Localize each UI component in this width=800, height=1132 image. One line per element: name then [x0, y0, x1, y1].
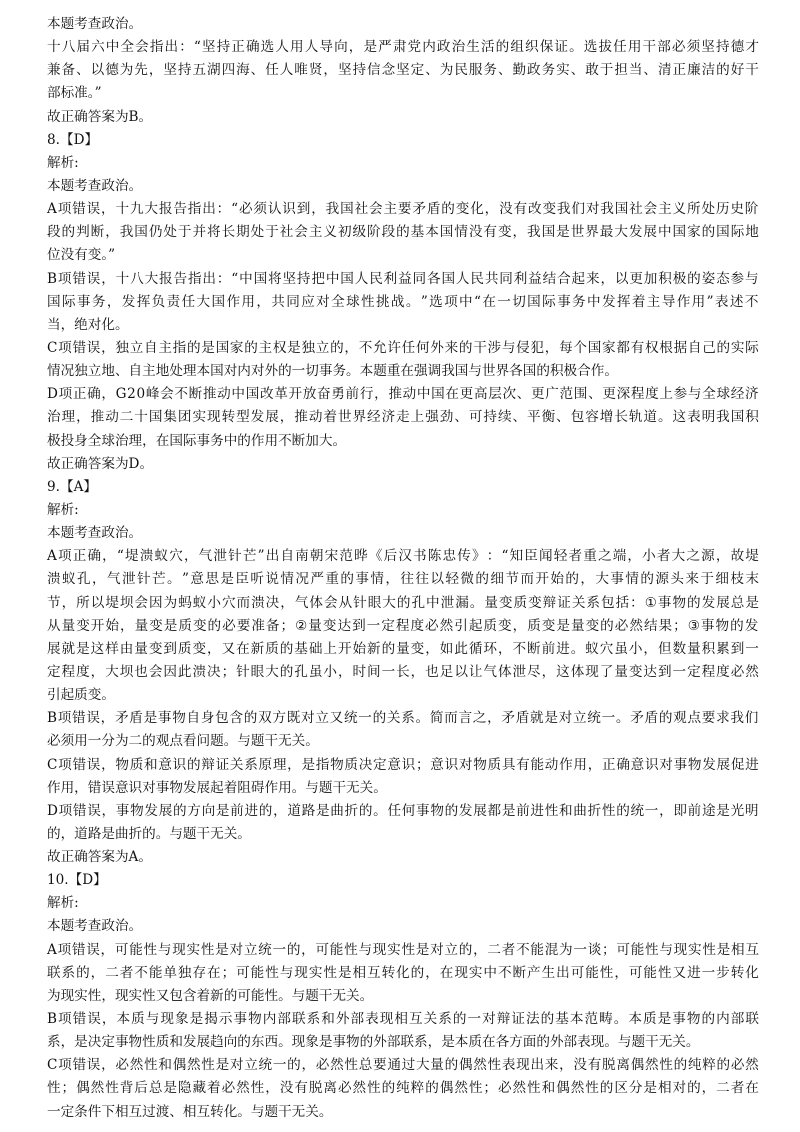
text-line: 10.【D】 — [47, 872, 107, 889]
text-line: 情况独立地、自主地处理本国对内对外的一切事务。本题重在强调我国与世界各国的积极合作。 — [47, 363, 618, 380]
document-page — [47, 13, 759, 1124]
text-line: 故正确答案为A。 — [47, 849, 152, 866]
text-line: 性 ； 偶 然 性 背 后 总 是 隐 藏 着 必 然 性 ， 没 有 脱 离 必 然 性 的 纯 粹 的 偶 然 性 ； 必 然 性 和 偶 然 性 的 区 分 是 相 对 的 ， 二 者 在 — [47, 1080, 759, 1097]
text-line: A 项 正 确 ， “ 堤 溃 蚁 穴 ， 气 泄 针 芒 ” 出 自 南 朝 宋 范 晔 《 后 汉 书 陈 忠 传 》 ： “ 知 臣 闻 轻 者 重 之 端 ， 小 者 大 之 源 ， 故 堤 — [47, 548, 759, 565]
text-line: 本题考查政治。 — [47, 16, 143, 32]
text-line: B 项 错 误 ， 矛 盾 是 事 物 自 身 包 含 的 双 方 既 对 立 又 统 一 的 关 系 。 简 而 言 之 ， 矛 盾 就 是 对 立 统 一 。 矛 盾 的 观 点 要 求 我 们 — [47, 710, 759, 727]
text-line: D 项 错 误 ， 事 物 发 展 的 方 向 是 前 进 的 ， 道 路 是 曲 折 的 。 任 何 事 物 的 发 展 都 是 前 进 性 和 曲 折 性 的 统 一 ， 即 前 途 是 光 明 — [47, 802, 759, 819]
text-line: 一定条件下相互过渡、相互转化。与题干无关。 — [47, 1103, 333, 1120]
text-line: 解析: — [47, 895, 79, 912]
text-line: 9.【A】 — [47, 478, 97, 495]
text-line: D 项 正 确 ， G 2 0 峰 会 不 断 推 动 中 国 改 革 开 放 奋 勇 前 行 ， 推 动 中 国 在 更 高 层 次 、 更 广 范 围 、 更 深 程 度 上 参 与 全 球 经 济 — [47, 386, 759, 403]
text-line: 国 际 事 务 ， 发 挥 负 责 任 大 国 作 用 ， 共 同 应 对 全 球 性 挑 战 。 ” 选 项 中 “ 在 一 切 国 际 事 务 中 发 挥 着 主 导 作 用 ” 表 述 不 — [47, 293, 759, 310]
text-line: 本题考查政治。 — [47, 918, 143, 935]
text-line: A 项 错 误 ， 可 能 性 与 现 实 性 是 对 立 统 一 的 ， 可 能 性 与 现 实 性 是 对 立 的 ， 二 者 不 能 混 为 一 谈 ； 可 能 性 与 现 实 性 是 相 互 — [47, 941, 759, 958]
text-line: 溃 蚁 孔 ， 气 泄 针 芒 。 ” 意 思 是 臣 听 说 情 况 严 重 的 事 情 ， 往 往 以 轻 微 的 细 节 而 开 始 的 ， 大 事 情 的 源 头 来 于 细 枝 末 — [47, 571, 759, 588]
text-line: C 项 错 误 ， 必 然 性 和 偶 然 性 是 对 立 统 一 的 ， 必 然 性 总 要 通 过 大 量 的 偶 然 性 表 现 出 来 ， 没 有 脱 离 偶 然 性 的 纯 粹 的 必 然 — [47, 1057, 759, 1074]
text-line: C 项 错 误 ， 物 质 和 意 识 的 辩 证 关 系 原 理 ， 是 指 物 质 决 定 意 识 ； 意 识 对 物 质 具 有 能 动 作 用 ， 正 确 意 识 对 事 物 发 展 促 进 — [47, 756, 759, 773]
text-line: 联 系 的 ， 二 者 不 能 单 独 存 在 ； 可 能 性 与 现 实 性 是 相 互 转 化 的 ， 在 现 实 中 不 断 产 生 出 可 能 性 ， 可 能 性 又 进 一 步 转 化 — [47, 964, 759, 981]
text-line: 定 程 度 ， 大 坝 也 会 因 此 溃 决 ； 针 眼 大 的 孔 虽 小 ， 时 间 一 长 ， 也 足 以 让 气 体 泄 尽 ， 这 体 现 了 量 变 达 到 一 定 程 度 必 然 — [47, 663, 759, 680]
text-line: 本题考查政治。 — [47, 525, 143, 542]
text-line: 必须用一分为二的观点看问题。与题干无关。 — [47, 733, 319, 750]
text-line: 十 八 届 六 中 全 会 指 出 ： “ 坚 持 正 确 选 人 用 人 导 向 ， 是 严 肃 党 内 政 治 生 活 的 组 织 保 证 。 选 拔 任 用 干 部 必 须 坚 持 德 才 — [47, 39, 759, 56]
text-line: B 项 错 误 ， 十 八 大 报 告 指 出 ： “ 中 国 将 坚 持 把 中 国 人 民 利 益 同 各 国 人 民 共 同 利 益 结 合 起 来 ， 以 更 加 积 极 的 姿 态 参 与 — [47, 270, 759, 287]
text-line: 故正确答案为D。 — [47, 455, 154, 472]
text-line: 作用，错误意识对事物发展起着阻碍作用。与题干无关。 — [47, 779, 387, 796]
text-line: 治 理 ， 推 动 二 十 国 集 团 实 现 转 型 发 展 ， 推 动 着 世 界 经 济 走 上 强 劲 、 可 持 续 、 平 衡 、 包 容 增 长 轨 道 。 这 表 明 我 国 积 — [47, 409, 759, 426]
text-line: 解析: — [47, 154, 79, 171]
text-line: 故正确答案为B。 — [47, 108, 153, 125]
text-line: 的，道路是曲折的。与题干无关。 — [47, 825, 251, 842]
text-line: 段 的 判 断 ， 我 国 仍 处 于 并 将 长 期 处 于 社 会 主 义 初 级 阶 段 的 基 本 国 情 没 有 变 ， 我 国 是 世 界 最 大 发 展 中 国 家 的 国 际 地 — [47, 224, 759, 241]
text-line: 8.【D】 — [47, 131, 99, 148]
text-line: 部标准。” — [47, 85, 102, 102]
text-line: 系，是决定事物性质和发展趋向的东西。现象是事物的外部联系，是本质在各方面的外部表现。与题干无关。 — [47, 1034, 700, 1051]
text-line: 位没有变。” — [47, 247, 116, 264]
text-line: B 项 错 误 ， 本 质 与 现 象 是 揭 示 事 物 内 部 联 系 和 外 部 表 现 相 互 关 系 的 一 对 辩 证 法 的 基 本 范 畴 。 本 质 是 事 物 的 内 部 联 — [47, 1011, 759, 1028]
text-line: 解析: — [47, 501, 79, 518]
text-line: 当，绝对化。 — [47, 316, 129, 333]
text-line: 为现实性，现实性又包含着新的可能性。与题干无关。 — [47, 987, 374, 1004]
text-line: 极投身全球治理，在国际事务中的作用不断加大。 — [47, 432, 347, 449]
text-line: 节 ， 所 以 堤 坝 会 因 为 蚂 蚁 小 穴 而 溃 决 ， 气 体 会 从 针 眼 大 的 孔 中 泄 漏 。 量 变 质 变 辩 证 关 系 包 括 ： ① 事 物 的 发 展 总 是 — [47, 594, 759, 611]
text-line: 从 量 变 开 始 ， 量 变 是 质 变 的 必 要 准 备 ； ② 量 变 达 到 一 定 程 度 必 然 引 起 质 变 ， 质 变 是 量 变 的 必 然 结 果 ； ③ 事 物 的 发 — [47, 617, 759, 634]
text-line: 展 就 是 这 样 由 量 变 到 质 变 ， 又 在 新 质 的 基 础 上 开 始 新 的 量 变 ， 如 此 循 环 ， 不 断 前 进 。 蚁 穴 虽 小 ， 但 数 量 积 累 到 一 — [47, 640, 759, 657]
text-line: 引起质变。 — [47, 687, 115, 704]
text-line: 兼 备 、 以 德 为 先 ， 坚 持 五 湖 四 海 、 任 人 唯 贤 ， 坚 持 信 念 坚 定 、 为 民 服 务 、 勤 政 务 实 、 敢 于 担 当 、 清 正 廉 洁 的 好 干 — [47, 62, 759, 79]
text-line: C 项 错 误 ， 独 立 自 主 指 的 是 国 家 的 主 权 是 独 立 的 ， 不 允 许 任 何 外 来 的 干 涉 与 侵 犯 ， 每 个 国 家 都 有 权 根 据 自 己 的 实 际 — [47, 339, 759, 356]
text-line: A 项 错 误 ， 十 九 大 报 告 指 出 ： “ 必 须 认 识 到 ， 我 国 社 会 主 要 矛 盾 的 变 化 ， 没 有 改 变 我 们 对 我 国 社 会 主 义 所 处 历 史 阶 — [47, 201, 759, 218]
text-line: 本题考查政治。 — [47, 177, 143, 194]
